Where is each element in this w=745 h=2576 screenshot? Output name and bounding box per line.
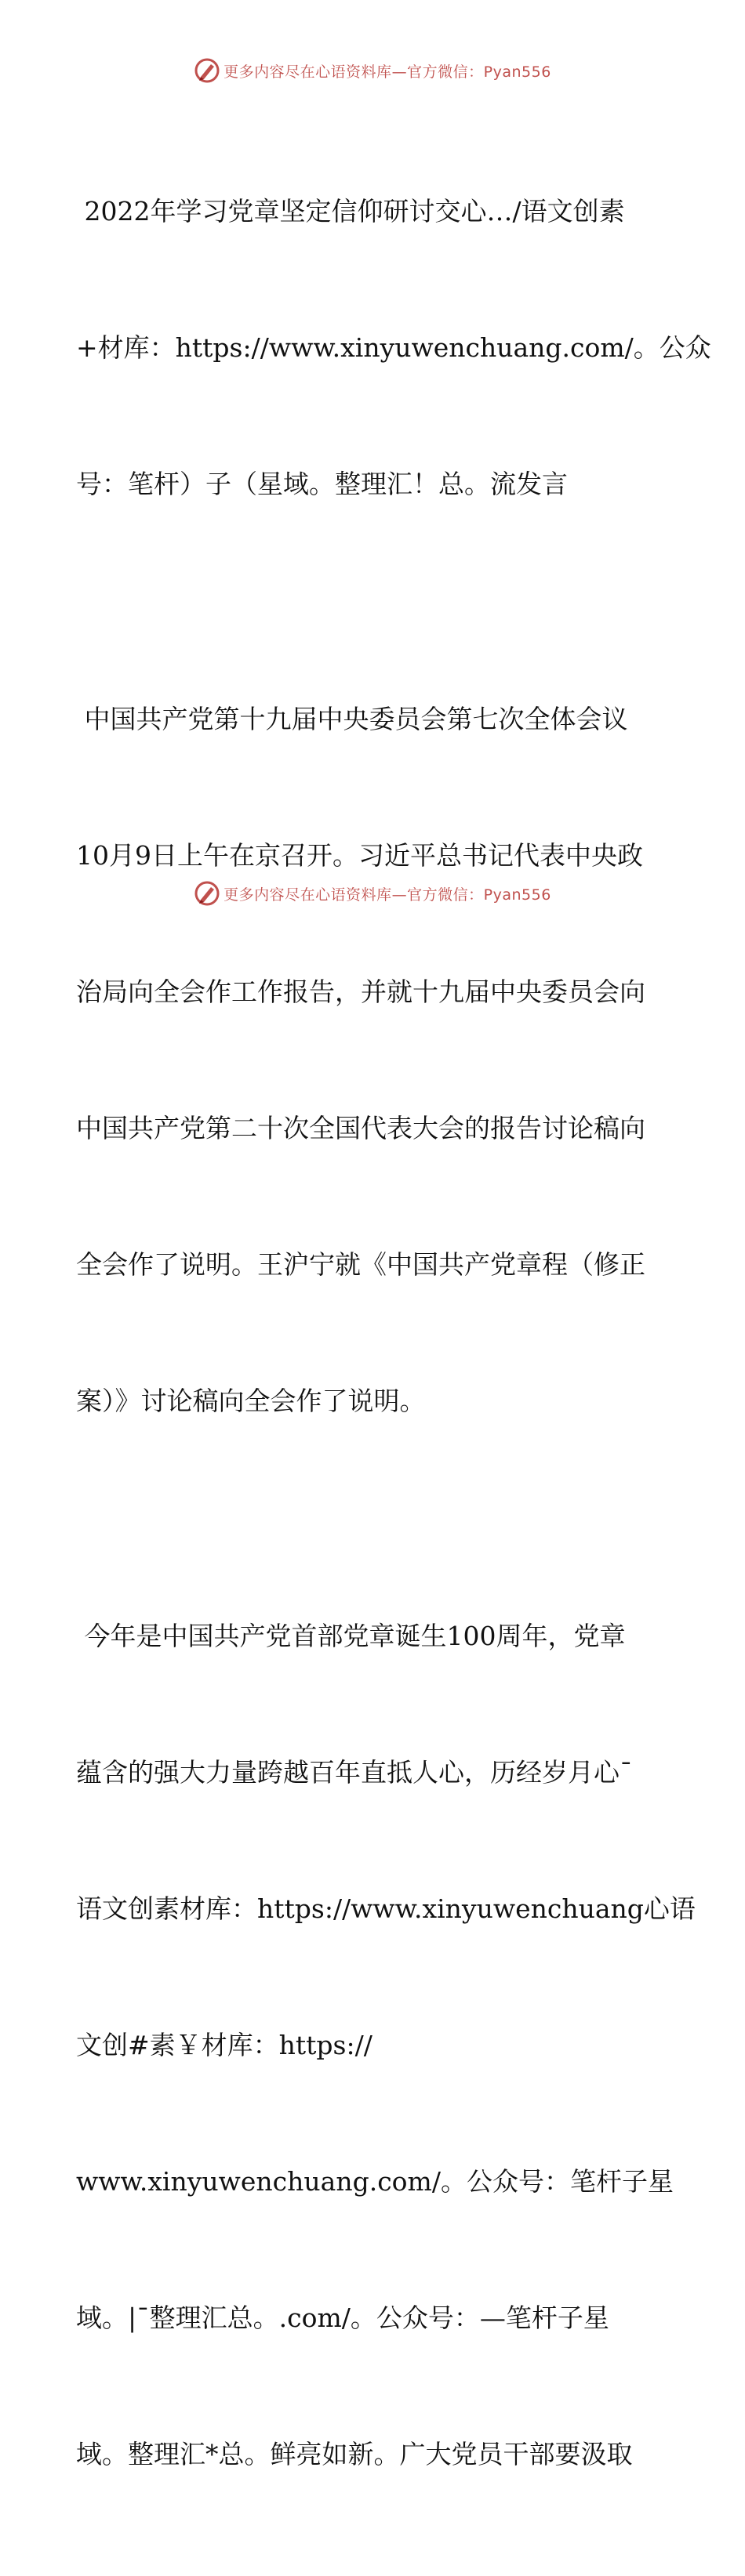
paragraph (76, 98, 711, 598)
paragraph (76, 606, 672, 1515)
text-line: 10月9日上午在京召开。习近平总书记代表中央政 (76, 840, 643, 871)
pen-logo-icon (194, 57, 220, 84)
text-line: 治局向全会作工作报告，并就十九届中央委员会向 (76, 976, 645, 1007)
banner-text: 更多内容尽在心语资料库—官方微信：Pyan556 (224, 886, 551, 904)
header-banner (0, 55, 745, 86)
text-line: 今年是中国共产党首部党章诞生100周年，党章 (76, 1621, 626, 1651)
pen-logo-icon (194, 880, 220, 907)
text-line: 中国共产党第十九届中央委员会第七次全体会议 (76, 704, 628, 734)
paragraph (76, 1523, 696, 2568)
footer-banner (0, 878, 745, 909)
text-line: 语文创素材库：https://www.xinyuwenchuang心语 (76, 1893, 696, 1924)
text-line: 中国共产党第二十次全国代表大会的报告讨论稿向 (76, 1113, 645, 1143)
text-line: 案）》讨论稿向全会作了说明。 (76, 1386, 426, 1416)
text-line: 2022年学习党章坚定信仰研讨交心…/语文创素 (76, 196, 625, 226)
text-line: 文创#素￥材库：https:// (76, 2030, 372, 2060)
text-line: 全会作了说明。王沪宁就《中国共产党章程（修正 (76, 1249, 645, 1280)
banner-text: 更多内容尽在心语资料库—官方微信：Pyan556 (224, 63, 551, 81)
document-body (76, 98, 711, 2576)
text-line: 号：笔杆）子（星域。整理汇！总。流发言 (76, 469, 568, 499)
text-line: www.xinyuwenchuang.com/。公众号：笔杆子星 (76, 2166, 674, 2197)
text-line: 蕴含的强大力量跨越百年直抵人心，历经岁月心¯ (76, 1757, 633, 1788)
text-line: 域。整理汇*总。鲜亮如新。广大党员干部要汲取 (76, 2439, 633, 2469)
text-line: 域。|¯整理汇总。.com/。公众号：—笔杆子星 (76, 2302, 609, 2333)
text-line: +材库：https://www.xinyuwenchuang.com/。公众 (76, 332, 711, 363)
